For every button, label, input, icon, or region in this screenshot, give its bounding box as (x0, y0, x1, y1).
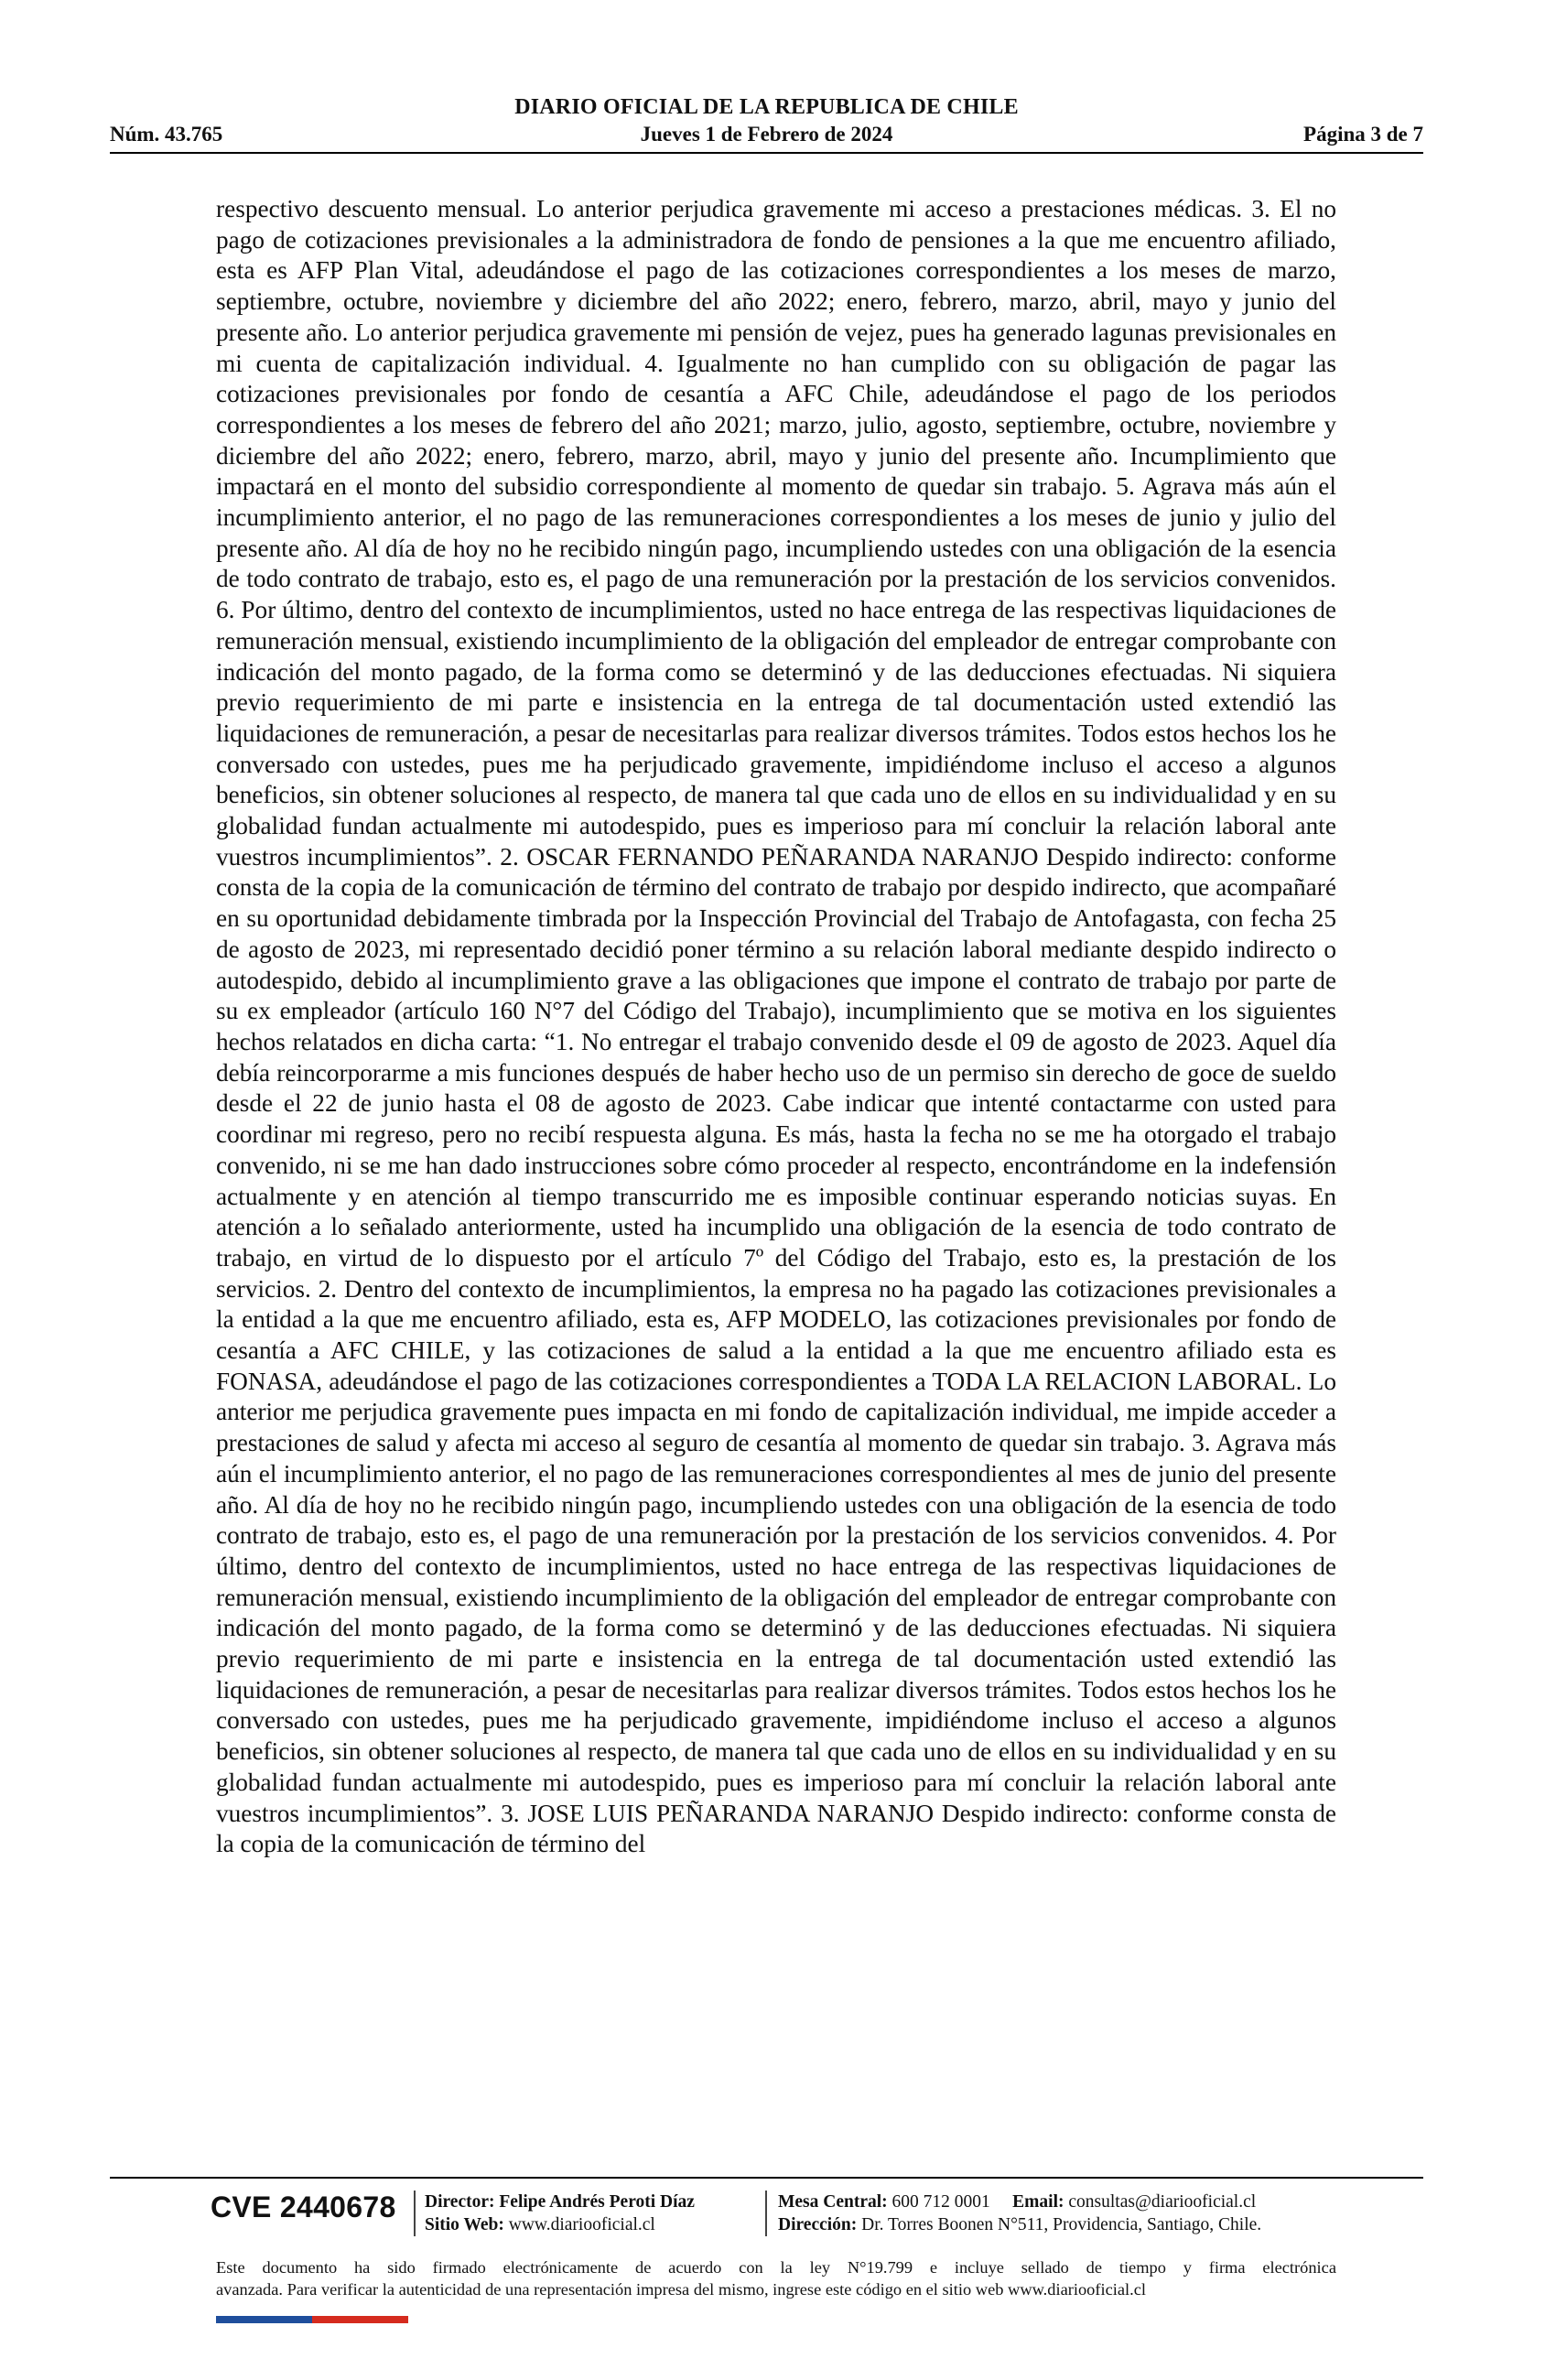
cve-code (211, 2191, 403, 2231)
email-link[interactable]: consultas@diariooficial.cl (1068, 2192, 1257, 2212)
flag-bar (216, 2316, 408, 2323)
footer-address (778, 2213, 1261, 2236)
issue-date: Jueves 1 de Febrero de 2024 (640, 123, 893, 146)
website-link[interactable]: www.diariooficial.cl (508, 2215, 655, 2234)
page-number: Página 3 de 7 (1303, 123, 1423, 146)
header-rule (110, 152, 1423, 154)
issue-number: Núm. 43.765 (110, 123, 223, 146)
email-label: Email: (1012, 2192, 1064, 2212)
address-label: Dirección: (778, 2215, 858, 2234)
mesa-label: Mesa Central: (778, 2192, 888, 2212)
footer-website (425, 2213, 695, 2236)
footer-phone-email (778, 2191, 1261, 2213)
flag-blue-stripe (216, 2316, 312, 2323)
page-header (110, 92, 1423, 157)
body-text: respectivo descuento mensual. Lo anterior perjudica gravemente mi acceso a prestaciones médicas. 3. El no pago de cotizaciones previsionales a la administradora de fondo de pensiones a la que me encuentro afiliado, esta es AFP Plan Vital, adeudándose el pago de las cotizaciones correspondientes a los meses de marzo, septiembre, octubre, noviembre y diciembre del año 2022; enero, febrero, marzo, abril, mayo y junio del presente año. Lo anterior perjudica gravemente mi pensión de vejez, pues ha generado lagunas previsionales en mi cuenta de capitalización individual. 4. Igualmente no han cumplido con su obligación de pagar las cotizaciones previsionales por fondo de cesantía a AFC Chile, adeudándose el pago de los periodos correspondientes a los meses de febrero del año 2021; marzo, julio, agosto, septiembre, octubre, noviembre y diciembre del año 2022; enero, febrero, marzo, abril, mayo y junio del presente año. Incumplimiento que impactará en el monto del subsidio correspondiente al momento de quedar sin trabajo. 5. Agrava más aún el incumplimiento anterior, el no pago de las remuneraciones correspondientes a los meses de junio y julio del presente año. Al día de hoy no he recibido ningún pago, incumpliendo ustedes con una obligación de la esencia de todo contrato de trabajo, esto es, el pago de una remuneración por la prestación de los servicios convenidos. 6. Por último, dentro del contexto de incumplimientos, usted no hace entrega de las respectivas liquidaciones de remuneración mensual, existiendo incumplimiento de la obligación del empleador de entregar comprobante con indicación del monto pagado, de la forma como se determinó y de las deducciones efectuadas. Ni siquiera previo requerimiento de mi parte e insistencia en la entrega de tal documentación usted extendió las liquidaciones de remuneración, a pesar de necesitarlas para realizar diversos trámites. Todos estos hechos los he conversado con ustedes, pues me ha perjudicado gravemente, impidiéndome incluso el acceso a algunos beneficios, sin obtener soluciones al respecto, de manera tal que cada uno de ellos en su individualidad y en su globalidad fundan actualmente mi autodespido, pues es imperioso para mí concluir la relación laboral ante vuestros incumplimientos”. 2. OSCAR FERNANDO PEÑARANDA NARANJO Despido indirecto: conforme consta de la copia de la comunicación de término del contrato de trabajo por despido indirecto, que acompañaré en su oportunidad debidamente timbrada por la Inspección Provincial del Trabajo de Antofagasta, con fecha 25 de agosto de 2023, mi representado decidió poner término a su relación laboral mediante despido indirecto o autodespido, debido al incumplimiento grave a las obligaciones que impone el contrato de trabajo por parte de su ex empleador (artículo 160 N°7 del Código del Trabajo), incumplimiento que se motiva en los siguientes hechos relatados en dicha carta: “1. No entregar el trabajo convenido desde el 09 de agosto de 2023. Aquel día debía reincorporarme a mis funciones después de haber hecho uso de un permiso sin derecho de goce de sueldo desde el 22 de junio hasta el 08 de agosto de 2023. Cabe indicar que intenté contactarme con usted para coordinar mi regreso, pero no recibí respuesta alguna. Es más, hasta la fecha no se me ha otorgado el trabajo convenido, ni se me han dado instrucciones sobre cómo proceder al respecto, encontrándome en la indefensión actualmente y en atención al tiempo transcurrido me es imposible continuar esperando noticias suyas. En atención a lo señalado anteriormente, usted ha incumplido una obligación de la esencia de todo contrato de trabajo, en virtud de lo dispuesto por el artículo 7º del Código del Trabajo, esto es, la prestación de los servicios. 2. Dentro del contexto de incumplimientos, la empresa no ha pagado las cotizaciones previsionales a la entidad a la que me encuentro afiliado, esta es, AFP MODELO, las cotizaciones previsionales por fondo de cesantía a AFC CHILE, y las cotizaciones de salud a la entidad a la que me encuentro afiliado esta es FONASA, adeudándose el pago de las cotizaciones correspondientes a TODA LA RELACION LABORAL. Lo anterior me perjudica gravemente pues impacta en mi fondo de capitalización individual, me impide acceder a prestaciones de salud y afecta mi acceso al seguro de cesantía al momento de quedar sin trabajo. 3. Agrava más aún el incumplimiento anterior, el no pago de las remuneraciones correspondientes al mes de junio del presente año. Al día de hoy no he recibido ningún pago, incumpliendo ustedes con una obligación de la esencia de todo contrato de trabajo, esto es, el pago de una remuneración por la prestación de los servicios convenidos. 4. Por último, dentro del contexto de incumplimientos, usted no hace entrega de las respectivas liquidaciones de remuneración mensual, existiendo incumplimiento de la obligación del empleador de entregar comprobante con indicación del monto pagado, de la forma como se determinó y de las deducciones efectuadas. Ni siquiera previo requerimiento de mi parte e insistencia en la entrega de tal documentación usted extendió las liquidaciones de remuneración, a pesar de necesitarlas para realizar diversos trámites. Todos estos hechos los he conversado con ustedes, pues me ha perjudicado gravemente, impidiéndome incluso el acceso a algunos beneficios, sin obtener soluciones al respecto, de manera tal que cada uno de ellos en su individualidad y en su globalidad fundan actualmente mi autodespido, pues es imperioso para mí concluir la relación laboral ante vuestros incumplimientos”. 3. JOSE LUIS PEÑARANDA NARANJO Despido indirecto: conforme consta de la copia de la comunicación de término del (216, 195, 1336, 1858)
footer-director (425, 2191, 695, 2213)
legal-line: avanzada. Para verificar la autenticidad de una representación impresa del mismo, ingrese este código en el sitio web www.diariooficial.cl (216, 2280, 1147, 2299)
cve-label: CVE 2440678 (211, 2191, 396, 2223)
footer-contact-right (778, 2191, 1261, 2236)
legal-notice (216, 2256, 1336, 2300)
legal-line: Este documento ha sido firmado electrónicamente de acuerdo con la ley N°19.799 e incluye sellado de tiempo y firma electrónica (216, 2258, 1336, 2277)
director-name: Felipe Andrés Peroti Díaz (499, 2192, 695, 2212)
mesa-phone: 600 712 0001 (891, 2192, 990, 2212)
footer-contact-left (425, 2191, 695, 2236)
address-value: Dr. Torres Boonen N°511, Providencia, Santiago, Chile. (861, 2215, 1262, 2234)
footer-divider (414, 2191, 416, 2236)
website-label: Sitio Web: (425, 2215, 504, 2234)
footer-divider (765, 2191, 767, 2236)
footer-rule (110, 2177, 1423, 2179)
flag-red-stripe (312, 2316, 408, 2323)
director-label: Director: (425, 2192, 495, 2212)
publication-title: DIARIO OFICIAL DE LA REPUBLICA DE CHILE (514, 95, 1019, 119)
